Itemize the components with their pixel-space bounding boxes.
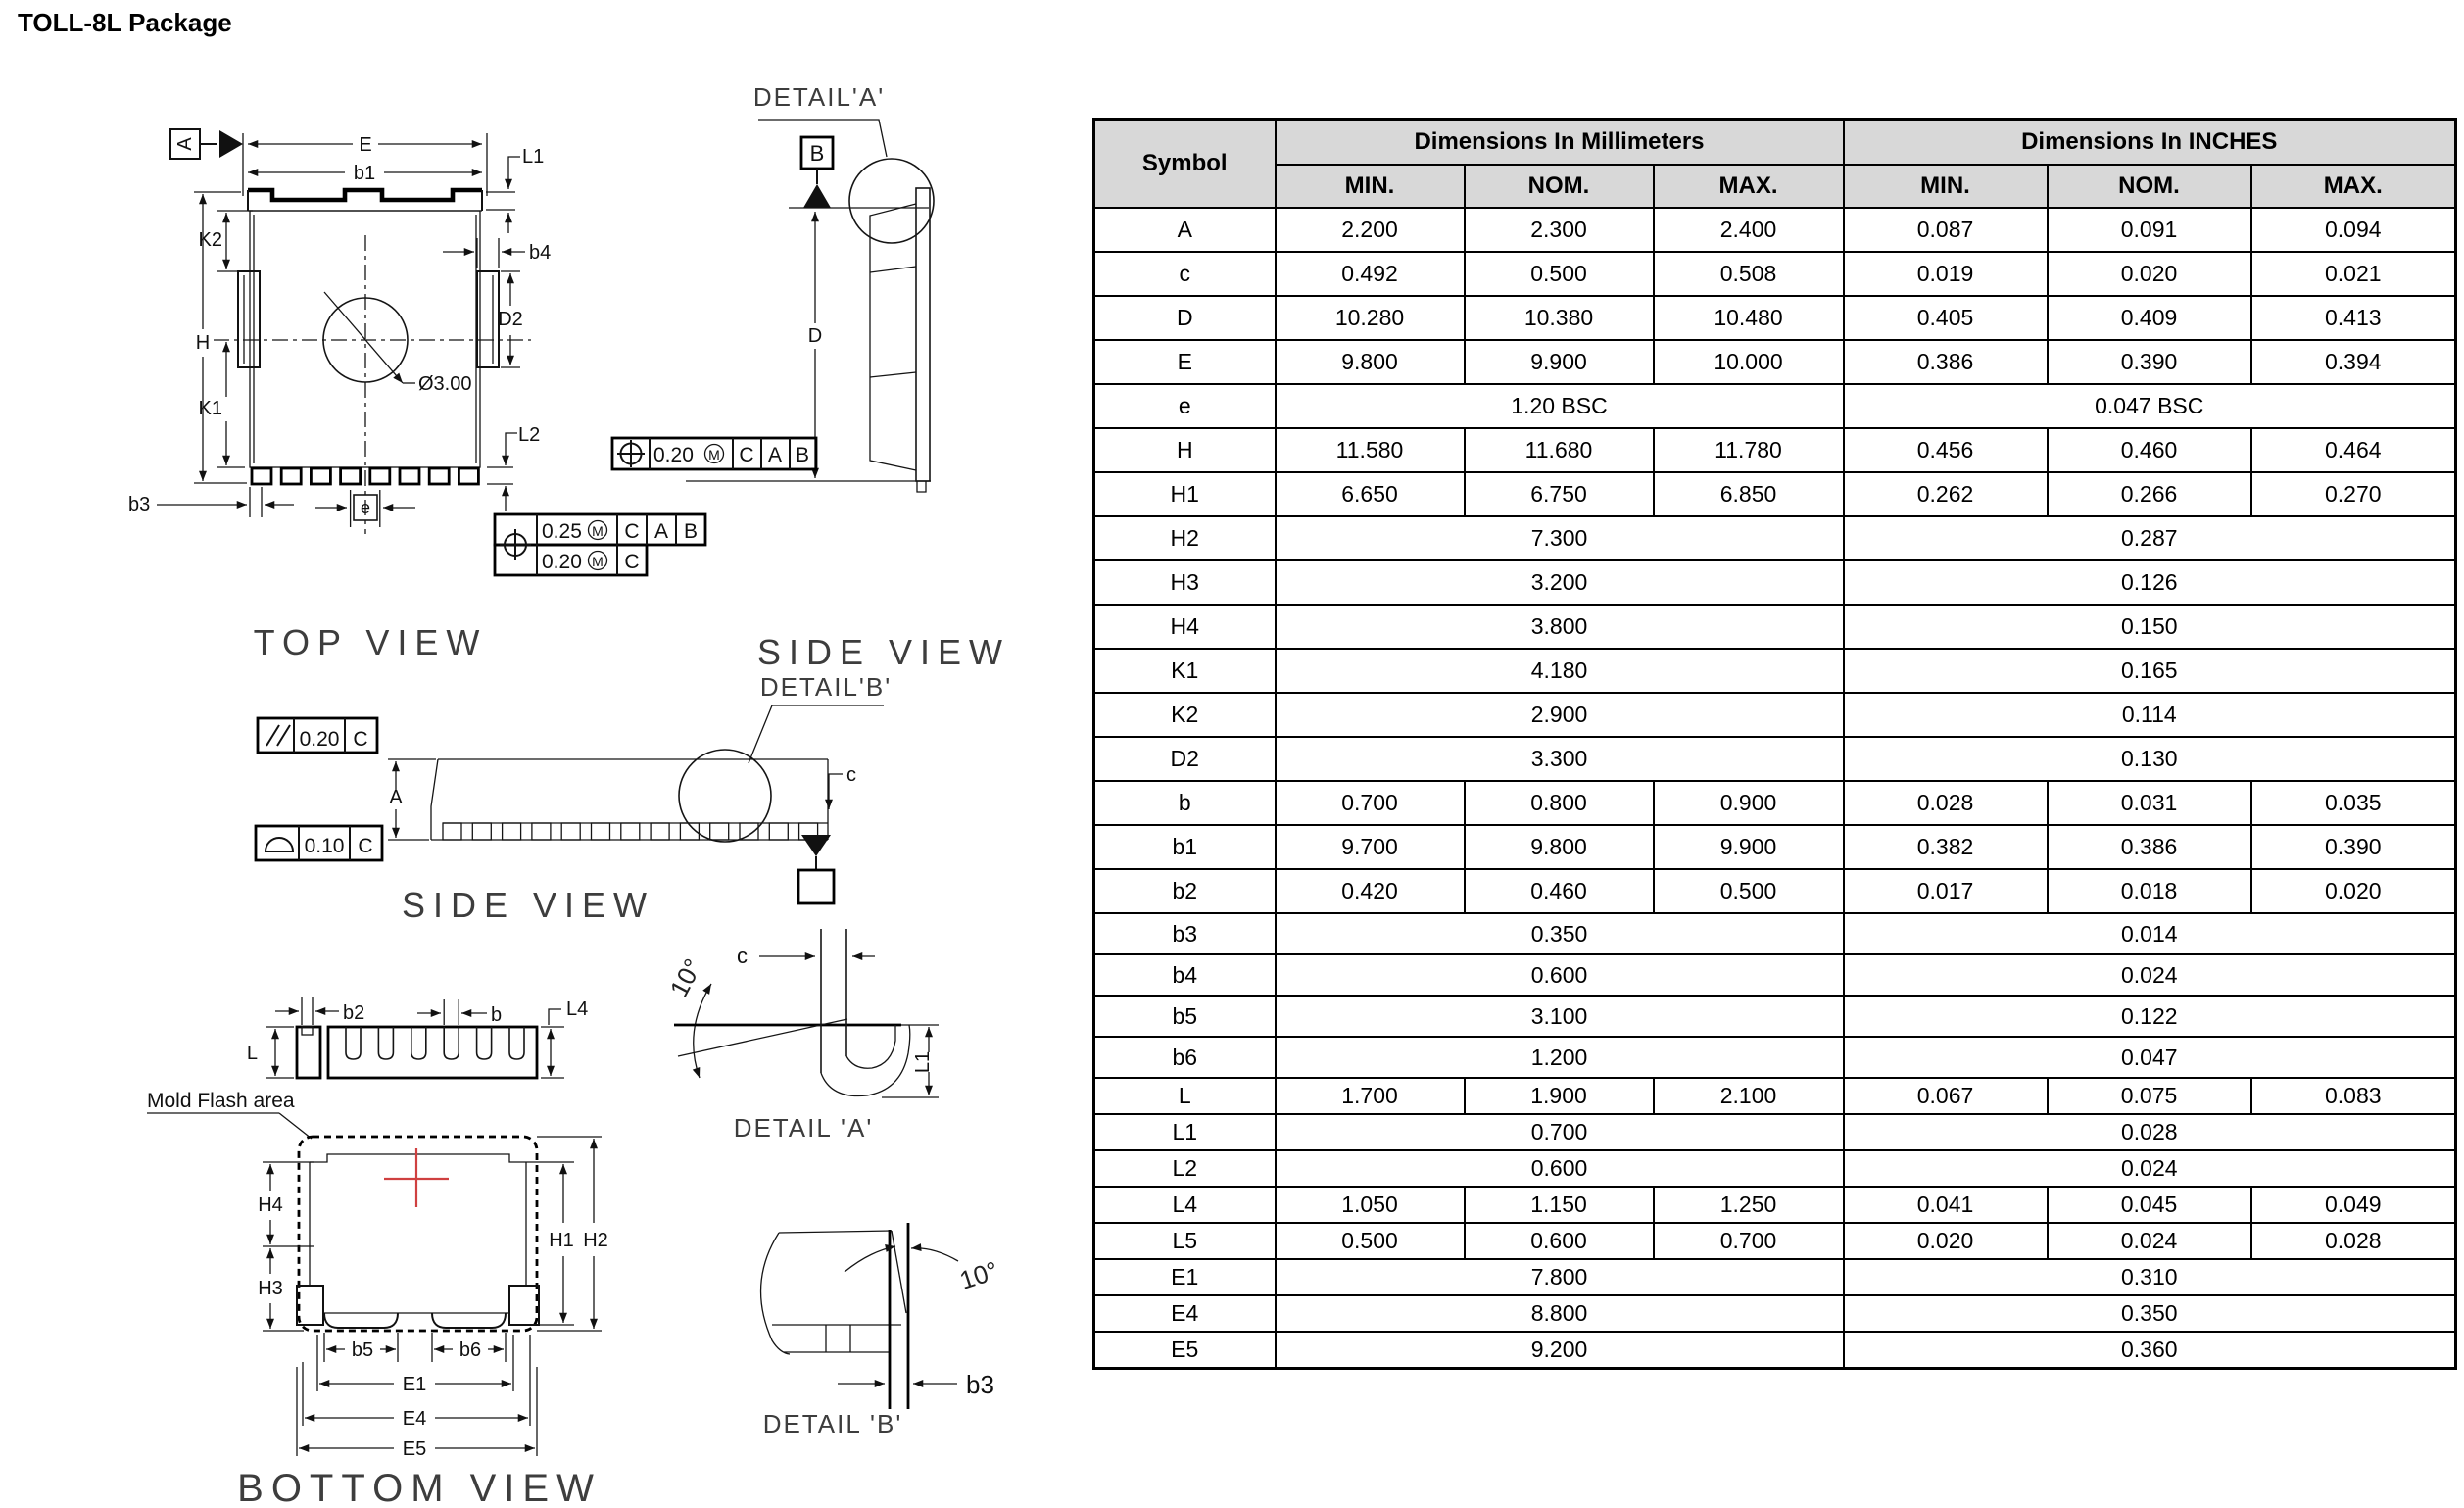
cell-mm-max: 0.500 <box>1654 869 1844 913</box>
dim-b6 <box>432 1333 506 1362</box>
cell-in-max: 0.094 <box>2251 208 2456 252</box>
cell-mm-max: 1.250 <box>1654 1187 1844 1223</box>
detail-a <box>664 929 939 1143</box>
dim-e1 <box>317 1335 513 1395</box>
dim-label: E5 <box>402 1438 427 1460</box>
cell-mm-nom: 0.460 <box>1465 869 1654 913</box>
cell-mm-min: 2.200 <box>1276 208 1465 252</box>
cell-mm-nom: 0.500 <box>1465 252 1654 296</box>
cell-symbol: L2 <box>1094 1150 1276 1187</box>
cell-in-max: 0.049 <box>2251 1187 2456 1223</box>
fcf-stacked-frame <box>495 514 705 575</box>
angle-label: 10° <box>955 1255 1002 1295</box>
cell-mm-span: 0.600 <box>1276 954 1844 996</box>
table-row <box>1094 1332 2456 1369</box>
parallelism-icon <box>266 725 290 746</box>
cell-in-span: 0.047 BSC <box>1844 384 2456 428</box>
cell-mm-span: 1.200 <box>1276 1037 1844 1078</box>
side-view-mid <box>256 672 892 925</box>
cell-in-nom: 0.266 <box>2048 472 2251 516</box>
dim-c <box>829 764 856 809</box>
cell-in-max: 0.270 <box>2251 472 2456 516</box>
table-row <box>1094 781 2456 825</box>
detail-b <box>761 1223 1002 1438</box>
cell-mm-nom: 9.900 <box>1465 340 1654 384</box>
cell-symbol: b3 <box>1094 913 1276 954</box>
cell-symbol: e <box>1094 384 1276 428</box>
center-mark <box>384 1148 449 1207</box>
header-in-nom: NOM. <box>2048 165 2251 208</box>
datum-ref: C <box>739 444 754 466</box>
dimensions-table <box>1092 118 2457 1370</box>
cell-in-nom: 0.409 <box>2048 296 2251 340</box>
cell-in-max: 0.028 <box>2251 1223 2456 1259</box>
cell-symbol: H2 <box>1094 516 1276 560</box>
dim-label: E1 <box>402 1374 427 1395</box>
dim-b3 <box>128 487 294 517</box>
dim-label: D <box>807 325 823 347</box>
cell-in-max: 0.464 <box>2251 428 2456 472</box>
cell-symbol: K1 <box>1094 649 1276 693</box>
cell-in-min: 0.386 <box>1844 340 2048 384</box>
cell-mm-max: 11.780 <box>1654 428 1844 472</box>
cell-symbol: L4 <box>1094 1187 1276 1223</box>
mmc-modifier: M <box>592 554 604 569</box>
cell-symbol: A <box>1094 208 1276 252</box>
cell-mm-span: 1.20 BSC <box>1276 384 1844 428</box>
header-mm-nom: NOM. <box>1465 165 1654 208</box>
cell-symbol: b <box>1094 781 1276 825</box>
cell-symbol: E1 <box>1094 1259 1276 1295</box>
dim-label: K1 <box>198 398 222 419</box>
datum-ref: C <box>624 520 640 543</box>
table-row <box>1094 384 2456 428</box>
cell-symbol: b1 <box>1094 825 1276 869</box>
hole-dim-label: Ø3.00 <box>418 373 472 395</box>
dim-label: H1 <box>549 1230 574 1251</box>
detail-b-title: DETAIL 'B' <box>762 1409 903 1438</box>
table-row <box>1094 913 2456 954</box>
table-row <box>1094 996 2456 1037</box>
cell-mm-span: 8.800 <box>1276 1295 1844 1332</box>
table-row <box>1094 472 2456 516</box>
cell-symbol: L1 <box>1094 1114 1276 1150</box>
cell-symbol: L5 <box>1094 1223 1276 1259</box>
cell-in-span: 0.165 <box>1844 649 2456 693</box>
datum-a-flag <box>170 129 243 159</box>
cell-in-span: 0.047 <box>1844 1037 2456 1078</box>
table-row <box>1094 1037 2456 1078</box>
dim-label: e <box>360 498 371 517</box>
table-row <box>1094 737 2456 781</box>
dim-b4 <box>443 238 551 268</box>
cell-mm-span: 0.350 <box>1276 913 1844 954</box>
table-row <box>1094 869 2456 913</box>
dim-label: L <box>246 1043 258 1064</box>
cell-symbol: H <box>1094 428 1276 472</box>
cell-in-nom: 0.091 <box>2048 208 2251 252</box>
mold-flash-note <box>147 1090 312 1139</box>
cell-mm-nom: 10.380 <box>1465 296 1654 340</box>
cell-mm-min: 1.700 <box>1276 1078 1465 1114</box>
mmc-modifier: M <box>708 447 720 462</box>
cell-mm-max: 2.400 <box>1654 208 1844 252</box>
dim-label: L4 <box>566 998 589 1020</box>
dim-b <box>417 999 502 1026</box>
dim-l2 <box>487 424 540 511</box>
top-view <box>128 129 551 662</box>
cell-mm-max: 0.508 <box>1654 252 1844 296</box>
cell-symbol: E4 <box>1094 1295 1276 1332</box>
dim-label: c <box>846 764 856 786</box>
fcf-position-frame <box>612 438 816 469</box>
datum-b-flag <box>801 137 833 208</box>
dim-label: E <box>359 134 372 156</box>
header-mm-max: MAX. <box>1654 165 1844 208</box>
dim-label: b2 <box>343 1002 365 1024</box>
cell-in-span: 0.114 <box>1844 693 2456 737</box>
cell-mm-min: 9.800 <box>1276 340 1465 384</box>
cell-symbol: b2 <box>1094 869 1276 913</box>
top-view-title: TOP VIEW <box>253 622 488 662</box>
table-row <box>1094 825 2456 869</box>
header-mm-min: MIN. <box>1276 165 1465 208</box>
cell-in-min: 0.382 <box>1844 825 2048 869</box>
cell-in-max: 0.413 <box>2251 296 2456 340</box>
cell-in-span: 0.122 <box>1844 996 2456 1037</box>
cell-mm-min: 9.700 <box>1276 825 1465 869</box>
datum-ref: B <box>683 520 699 543</box>
cell-in-nom: 0.386 <box>2048 825 2251 869</box>
dim-h1 <box>526 1162 574 1325</box>
datum-c-flag <box>798 835 834 903</box>
table-row <box>1094 1114 2456 1150</box>
cell-mm-span: 0.700 <box>1276 1114 1844 1150</box>
cell-in-min: 0.020 <box>1844 1223 2048 1259</box>
dim-label: c <box>737 944 748 968</box>
cell-mm-min: 0.492 <box>1276 252 1465 296</box>
datum-ref: C <box>624 551 640 573</box>
dim-h4 <box>258 1162 314 1246</box>
cell-mm-min: 6.650 <box>1276 472 1465 516</box>
dim-label: H3 <box>258 1278 283 1299</box>
cell-mm-min: 1.050 <box>1276 1187 1465 1223</box>
datum-ref: A <box>653 520 669 543</box>
cell-symbol: K2 <box>1094 693 1276 737</box>
cell-in-span: 0.024 <box>1844 954 2456 996</box>
dim-a <box>388 759 436 840</box>
cell-mm-max: 10.480 <box>1654 296 1844 340</box>
cell-symbol: L <box>1094 1078 1276 1114</box>
cell-mm-max: 9.900 <box>1654 825 1844 869</box>
cell-in-nom: 0.460 <box>2048 428 2251 472</box>
cell-in-max: 0.021 <box>2251 252 2456 296</box>
cell-in-span: 0.287 <box>1844 516 2456 560</box>
cell-mm-nom: 0.600 <box>1465 1223 1654 1259</box>
table-row <box>1094 605 2456 649</box>
datum-ref: C <box>358 835 373 857</box>
position-icon <box>500 529 531 560</box>
cell-mm-min: 10.280 <box>1276 296 1465 340</box>
table-row <box>1094 296 2456 340</box>
cell-symbol: H3 <box>1094 560 1276 605</box>
cell-in-span: 0.350 <box>1844 1295 2456 1332</box>
table-row <box>1094 1187 2456 1223</box>
mold-flash-label: Mold Flash area <box>147 1090 295 1112</box>
header-row-minmax <box>1094 165 2456 208</box>
table-row <box>1094 1223 2456 1259</box>
cell-in-nom: 0.024 <box>2048 1223 2251 1259</box>
cell-mm-span: 4.180 <box>1276 649 1844 693</box>
cell-mm-span: 3.100 <box>1276 996 1844 1037</box>
center-hole <box>323 292 471 395</box>
dim-label: D2 <box>498 309 523 330</box>
cell-symbol: c <box>1094 252 1276 296</box>
cell-in-max: 0.020 <box>2251 869 2456 913</box>
dim-b3 <box>838 1370 994 1399</box>
datum-ref: A <box>767 444 783 466</box>
cell-in-nom: 0.045 <box>2048 1187 2251 1223</box>
cell-in-max: 0.083 <box>2251 1078 2456 1114</box>
mmc-modifier: M <box>592 523 604 539</box>
header-row-sections <box>1094 120 2456 166</box>
dim-label: b3 <box>128 494 151 515</box>
cell-mm-span: 2.900 <box>1276 693 1844 737</box>
datum-a-label: A <box>174 137 196 151</box>
cell-in-span: 0.028 <box>1844 1114 2456 1150</box>
cell-mm-nom: 2.300 <box>1465 208 1654 252</box>
dim-c <box>737 944 875 968</box>
dim-d2 <box>498 271 523 367</box>
cell-mm-span: 7.800 <box>1276 1259 1844 1295</box>
dim-k2 <box>199 211 253 271</box>
cell-mm-nom: 11.680 <box>1465 428 1654 472</box>
page-title: TOLL-8L Package <box>18 8 232 37</box>
dim-label: b5 <box>351 1339 374 1361</box>
dim-l4 <box>541 998 588 1078</box>
cell-mm-span: 9.200 <box>1276 1332 1844 1369</box>
cell-mm-nom: 1.150 <box>1465 1187 1654 1223</box>
dim-label: b4 <box>529 242 552 264</box>
detail-a-title: DETAIL 'A' <box>733 1113 874 1143</box>
cell-in-span: 0.360 <box>1844 1332 2456 1369</box>
table-row <box>1094 560 2456 605</box>
fcf-tolerance: 0.25 <box>542 520 582 543</box>
table-row <box>1094 1078 2456 1114</box>
cell-symbol: b4 <box>1094 954 1276 996</box>
cell-mm-min: 0.500 <box>1276 1223 1465 1259</box>
cell-in-min: 0.067 <box>1844 1078 2048 1114</box>
table-row <box>1094 208 2456 252</box>
dim-label: E4 <box>402 1408 427 1430</box>
cell-symbol: D2 <box>1094 737 1276 781</box>
cell-symbol: H4 <box>1094 605 1276 649</box>
cell-mm-max: 10.000 <box>1654 340 1844 384</box>
cell-mm-min: 0.700 <box>1276 781 1465 825</box>
cell-mm-span: 7.300 <box>1276 516 1844 560</box>
cell-in-nom: 0.031 <box>2048 781 2251 825</box>
cell-in-nom: 0.390 <box>2048 340 2251 384</box>
package-drawing <box>0 0 1092 1508</box>
cell-in-min: 0.041 <box>1844 1187 2048 1223</box>
fcf-tolerance: 0.10 <box>304 835 345 857</box>
dim-label: H <box>195 332 211 354</box>
cell-mm-span: 3.300 <box>1276 737 1844 781</box>
cell-in-min: 0.262 <box>1844 472 2048 516</box>
dim-b5 <box>324 1333 398 1362</box>
cell-symbol: H1 <box>1094 472 1276 516</box>
cell-symbol: b5 <box>1094 996 1276 1037</box>
position-icon <box>617 440 645 467</box>
cell-mm-min: 11.580 <box>1276 428 1465 472</box>
side-view-right-title: SIDE VIEW <box>756 632 1011 672</box>
cell-in-span: 0.130 <box>1844 737 2456 781</box>
surface-profile-icon <box>266 838 293 851</box>
fcf-tolerance: 0.20 <box>299 728 340 751</box>
header-mm-section: Dimensions In Millimeters <box>1276 120 1844 166</box>
cell-in-max: 0.390 <box>2251 825 2456 869</box>
cell-mm-max: 0.900 <box>1654 781 1844 825</box>
cell-mm-span: 3.200 <box>1276 560 1844 605</box>
header-in-min: MIN. <box>1844 165 2048 208</box>
dim-label: H2 <box>583 1230 608 1251</box>
dim-label: H4 <box>258 1194 283 1216</box>
detail-b-callout: DETAIL'B' <box>759 672 893 702</box>
cell-mm-max: 6.850 <box>1654 472 1844 516</box>
cell-mm-max: 2.100 <box>1654 1078 1844 1114</box>
cell-in-min: 0.456 <box>1844 428 2048 472</box>
table-row <box>1094 340 2456 384</box>
header-inches-section: Dimensions In INCHES <box>1844 120 2456 166</box>
cell-mm-span: 3.800 <box>1276 605 1844 649</box>
profile-frame <box>256 826 382 860</box>
cell-in-nom: 0.020 <box>2048 252 2251 296</box>
cell-mm-nom: 9.800 <box>1465 825 1654 869</box>
datum-ref: C <box>353 728 368 751</box>
cell-in-min: 0.017 <box>1844 869 2048 913</box>
table-row <box>1094 1150 2456 1187</box>
table-row <box>1094 252 2456 296</box>
dim-label: L2 <box>518 424 541 446</box>
side-view-mid-title: SIDE VIEW <box>401 885 655 925</box>
table-row <box>1094 649 2456 693</box>
dim-label: b6 <box>459 1339 482 1361</box>
cell-in-span: 0.150 <box>1844 605 2456 649</box>
bottom-view <box>147 997 608 1508</box>
table-row <box>1094 516 2456 560</box>
fcf-tolerance: 0.20 <box>653 444 694 466</box>
fcf-tolerance: 0.20 <box>542 551 582 573</box>
dim-l1 <box>486 146 544 233</box>
side-view-right <box>612 82 1010 672</box>
datum-ref: B <box>795 444 810 466</box>
cell-in-min: 0.405 <box>1844 296 2048 340</box>
cell-mm-nom: 1.900 <box>1465 1078 1654 1114</box>
cell-symbol: b6 <box>1094 1037 1276 1078</box>
table-row <box>1094 954 2456 996</box>
dim-b2 <box>275 997 364 1025</box>
cell-in-span: 0.014 <box>1844 913 2456 954</box>
dim-label: b3 <box>966 1370 994 1399</box>
cell-in-max: 0.035 <box>2251 781 2456 825</box>
cell-mm-min: 0.420 <box>1276 869 1465 913</box>
dim-b1 <box>248 163 482 184</box>
dim-label: L1 <box>522 146 545 168</box>
cell-mm-nom: 0.800 <box>1465 781 1654 825</box>
parallelism-frame <box>258 718 377 753</box>
dim-l <box>247 1027 294 1078</box>
dim-label: b1 <box>353 163 376 184</box>
header-in-max: MAX. <box>2251 165 2456 208</box>
table-row <box>1094 428 2456 472</box>
cell-in-min: 0.028 <box>1844 781 2048 825</box>
cell-mm-nom: 6.750 <box>1465 472 1654 516</box>
cell-in-nom: 0.075 <box>2048 1078 2251 1114</box>
bottom-view-title: BOTTOM VIEW <box>237 1467 602 1508</box>
dim-label: b <box>491 1004 503 1026</box>
cell-mm-span: 0.600 <box>1276 1150 1844 1187</box>
table-row <box>1094 1295 2456 1332</box>
dim-label: A <box>389 787 403 808</box>
cell-symbol: E <box>1094 340 1276 384</box>
header-symbol: Symbol <box>1094 120 1276 209</box>
cell-mm-max: 0.700 <box>1654 1223 1844 1259</box>
cell-in-nom: 0.018 <box>2048 869 2251 913</box>
cell-symbol: E5 <box>1094 1332 1276 1369</box>
cell-in-span: 0.024 <box>1844 1150 2456 1187</box>
cell-in-min: 0.019 <box>1844 252 2048 296</box>
angle-label: 10° <box>663 953 708 1002</box>
table-row <box>1094 693 2456 737</box>
table-row <box>1094 1259 2456 1295</box>
dim-label: L1 <box>912 1050 934 1074</box>
cell-symbol: D <box>1094 296 1276 340</box>
cell-in-max: 0.394 <box>2251 340 2456 384</box>
cell-in-span: 0.126 <box>1844 560 2456 605</box>
datum-b-label: B <box>809 141 825 166</box>
detail-a-callout: DETAIL'A' <box>752 82 886 112</box>
dim-label: K2 <box>198 229 222 251</box>
cell-in-min: 0.087 <box>1844 208 2048 252</box>
cell-in-span: 0.310 <box>1844 1259 2456 1295</box>
side-pins <box>443 823 818 840</box>
pin-slots <box>346 1027 524 1059</box>
